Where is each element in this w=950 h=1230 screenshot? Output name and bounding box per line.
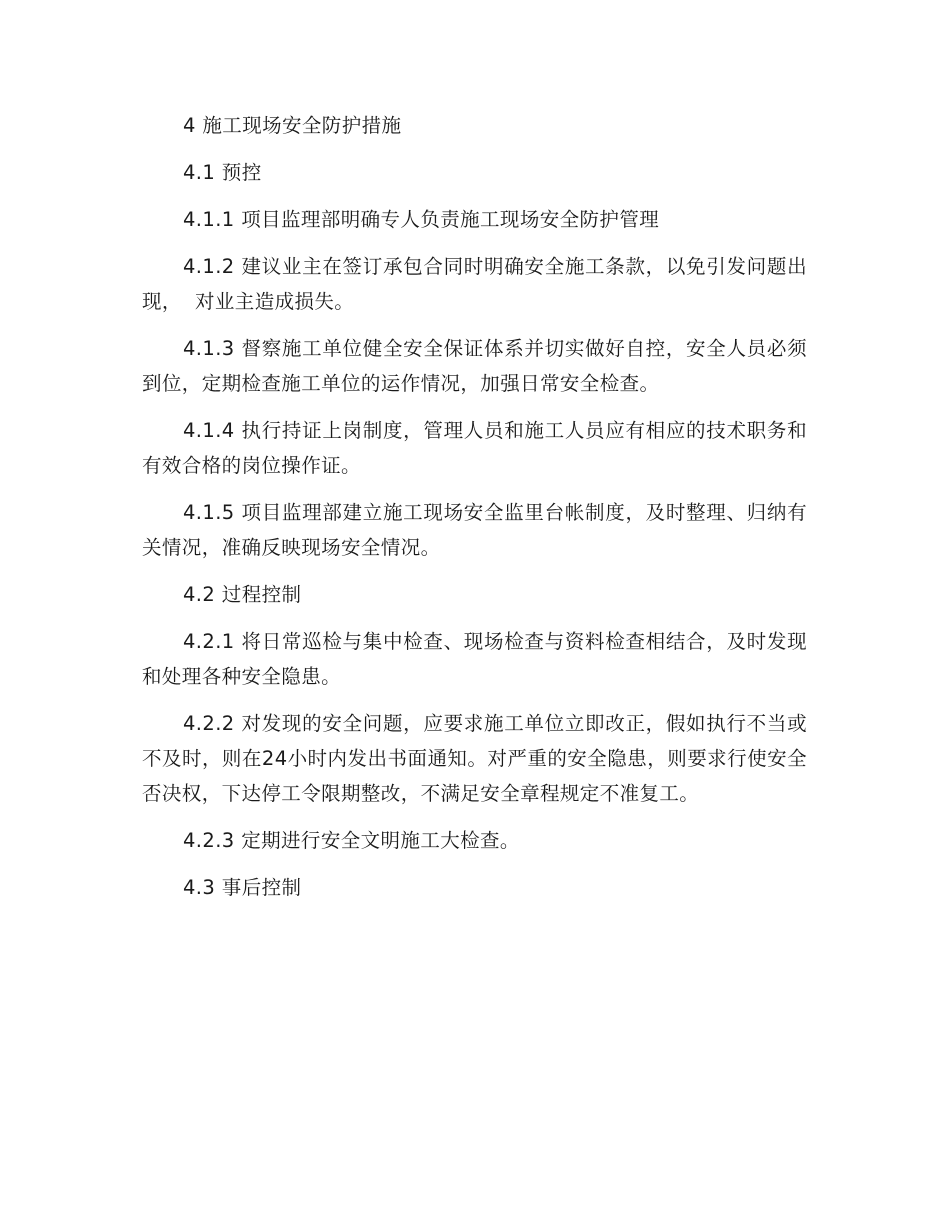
paragraph-4-1-1: 4.1.1 项目监理部明确专人负责施工现场安全防护管理 xyxy=(183,208,660,231)
paragraph-4-1-4: 4.1.4 执行持证上岗制度，管理人员和施工人员应有相应的技术职务和有效合格的岗位操作证。 xyxy=(142,419,807,477)
paragraph-4-2-2: 4.2.2 对发现的安全问题，应要求施工单位立即改正，假如执行不当或不及时，则在24小时内发出书面通知。对严重的安全隐患，则要求行使安全否决权，下达停工令限期整改，不满足安全章程规定不准复工。 xyxy=(142,712,807,805)
paragraph-4-1-3: 4.1.3 督察施工单位健全安全保证体系并切实做好自控，安全人员必须到位，定期检查施工单位的运作情况，加强日常安全检查。 xyxy=(142,337,807,395)
section-heading-4-3: 4.3 事后控制 xyxy=(183,876,302,899)
document-body xyxy=(142,108,807,905)
paragraph-4-1-2: 4.1.2 建议业主在签订承包合同时明确安全施工条款，以免引发问题出现， 对业主造成损失。 xyxy=(142,255,807,313)
section-heading-4-2: 4.2 过程控制 xyxy=(183,583,302,606)
section-heading-4-1: 4.1 预控 xyxy=(183,161,262,184)
paragraph-4-2-1: 4.2.1 将日常巡检与集中检查、现场检查与资料检查相结合，及时发现和处理各种安全隐患。 xyxy=(142,630,807,688)
paragraph-4-1-5: 4.1.5 项目监理部建立施工现场安全监里台帐制度，及时整理、归纳有关情况，准确反映现场安全情况。 xyxy=(142,501,807,559)
paragraph-4-2-3: 4.2.3 定期进行安全文明施工大检查。 xyxy=(183,829,520,852)
section-heading-4: 4 施工现场安全防护措施 xyxy=(183,114,402,137)
